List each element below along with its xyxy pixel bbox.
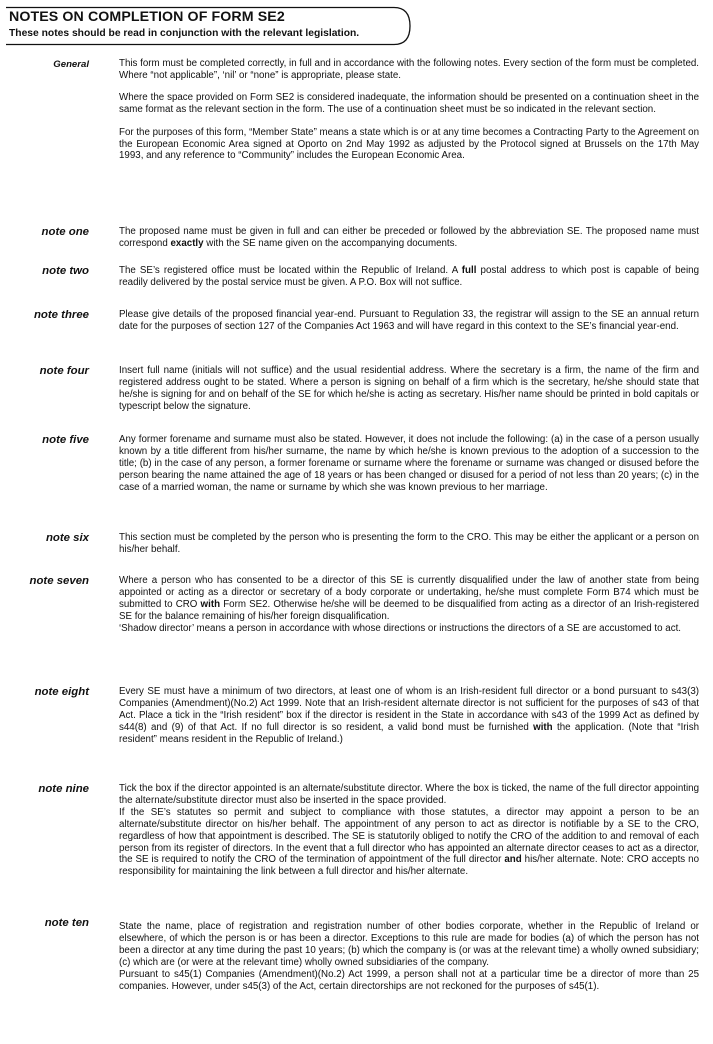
note-body xyxy=(119,365,699,413)
note-label: note eight xyxy=(34,686,89,698)
note-text: Where a person who has consented to be a director of this SE is currently disqualified under the law of another state from being appointed or acting as a director or secretary of a body corporate or undertaking, he/she must complete Form B74 which must be submitted to CRO xyxy=(119,575,699,610)
note-body xyxy=(119,265,699,289)
note-label: note nine xyxy=(38,783,89,795)
note-body xyxy=(119,532,699,556)
note-paragraph: Insert full name (initials will not suffice) and the usual residential address. Where the secretary is a firm, the name of the firm and registered address ought to be stated. Where a person is signing on behalf of a firm which is the secretary, he/she should state that he/she is signing for and on behalf of the SE for which he/she is acting as secretary. His/her name should be printed in bold capitals or typescript below the signature. xyxy=(119,365,699,412)
note-body xyxy=(119,921,699,992)
note-text: Form SE2. Otherwise he/she will be deemed to be disqualified from acting as a director of an Irish-registered SE for the balance remaining of his/her foreign disqualification. xyxy=(119,598,700,622)
note-label: note ten xyxy=(44,917,89,929)
note-label: note six xyxy=(45,532,89,544)
note-paragraph xyxy=(119,575,699,623)
note-text: with the SE name given on the accompanying documents. xyxy=(203,237,458,249)
note-label: General xyxy=(53,59,89,70)
note-text: The proposed name must be given in full and can either be preceded or followed by the abbreviation SE. The proposed name must correspond xyxy=(119,226,699,249)
note-label: note five xyxy=(42,434,89,446)
note-body xyxy=(119,686,699,746)
note-body xyxy=(119,309,699,333)
note-text: postal address to which post is capable of being readily delivered by the postal service must be given. A P.O. Box will not suffice. xyxy=(119,265,699,288)
note-paragraph: Where the space provided on Form SE2 is considered inadequate, the information should be presented on a continuation sheet in the same format as the relevant section in the form. The use of a continuation sheet must be so indicated in the relevant section. xyxy=(119,92,699,116)
note-text: The SE’s registered office must be located within the Republic of Ireland. A xyxy=(119,265,462,276)
note-body xyxy=(119,434,699,494)
note-body xyxy=(119,575,699,635)
note-paragraph: Pursuant to s45(1) Companies (Amendment)(No.2) Act 1999, a person shall not at a particular time be a director of more than 25 companies. However, under s45(3) of the Act, certain directorships are not reckoned for the purposes of s45(1). xyxy=(119,968,699,992)
note-text: his/her alternate. Note: CRO accepts no responsibility for maintaining the link between a full director and his/her alternate. xyxy=(119,854,699,878)
note-label: note seven xyxy=(29,575,89,587)
note-label: note two xyxy=(42,265,89,277)
note-paragraph xyxy=(119,226,699,250)
note-paragraph: This section must be completed by the person who is presenting the form to the CRO. This may be either the applicant or a person on his/her behalf. xyxy=(119,532,699,555)
note-emphasis: with xyxy=(533,721,553,733)
note-paragraph: This form must be completed correctly, in full and in accordance with the following notes. Every section of the form must be completed. Where “not applicable”, ‘nil’ or “none” is appropriate, please state. xyxy=(119,58,699,81)
note-paragraph: Please give details of the proposed financial year-end. Pursuant to Regulation 33, the registrar will assign to the SE an annual return date for the purposes of section 127 of the Companies Act 1963 and will have regard in this context to the SE’s financial year-end. xyxy=(119,309,699,332)
note-paragraph: Tick the box if the director appointed is an alternate/substitute director. Where the box is ticked, the name of the full director appointing the alternate/substitute director must also be inserted in the space provided. xyxy=(119,783,699,806)
note-paragraph xyxy=(119,265,699,289)
note-label: note three xyxy=(33,309,89,321)
note-body xyxy=(119,226,699,250)
note-emphasis: with xyxy=(200,598,221,610)
note-paragraph: State the name, place of registration and registration number of other bodies corporate, whether in the Republic of Ireland or elsewhere, of which the person is or has been a director. Exceptions to this rule are made for bodies (a) of which the person has not been a director at any time during the past 10 years; (b) which the company is (or was at the relevant time) a wholly owned subsidiary; (c) which are (or were at the relevant time) wholly owned subsidiaries of the company. xyxy=(119,921,699,968)
note-text: If the SE’s statutes so permit and subject to compliance with those statutes, a director may appoint a person to be an alternate/substitute director on his/her behalf. The appointment of any person to act as director is notifiable by a SE to the CRO, regardless of how that appointment is described. The SE is statutorily obliged to notify the CRO of the addition to and removal of each person from its register of directors. In the event that a full director who has appointed an alternate director ceases to act as a director, the SE is required to notify the CRO of the termination of appointment of the full director xyxy=(119,806,699,866)
note-label: note one xyxy=(41,226,89,238)
note-emphasis: exactly xyxy=(170,237,204,249)
note-paragraph xyxy=(119,807,699,878)
note-paragraph: ‘Shadow director’ means a person in accordance with whose directions or instructions the directors of a SE are accustomed to act. xyxy=(119,622,681,634)
note-paragraph: Any former forename and surname must also be stated. However, it does not include the following: (a) in the case of a person usually known by a title different from his/her surname, the name by which he/she is known previous to the adoption of a succession to the title; (b) in the case of any person, a former forename or surname where the forename or surname was changed or disused before the person bearing the name attained the age of 18 years or has been changed or disused for a period of not less than 20 years; (c) in the case of a married woman, the name or surname by which she was known previous to her marriage. xyxy=(119,434,699,493)
note-body xyxy=(119,783,699,878)
page-title: NOTES ON COMPLETION OF FORM SE2 xyxy=(9,9,285,25)
note-emphasis: full xyxy=(461,265,477,276)
note-paragraph: For the purposes of this form, “Member State” means a state which is or at any time becomes a Contracting Party to the Agreement on the European Economic Area signed at Oporto on 2nd May 1992 as adjusted by the Protocol signed at Brussels on the 17th May 1993, and any reference to “Community” includes the European Economic Area. xyxy=(119,126,699,162)
note-paragraph xyxy=(119,686,699,746)
page-subtitle: These notes should be read in conjunction with the relevant legislation. xyxy=(9,28,360,39)
note-body xyxy=(119,58,699,162)
note-emphasis: and xyxy=(504,854,522,866)
note-text: the application. (Note that “Irish resident” means resident in the Republic of Ireland.) xyxy=(119,721,699,745)
note-text: Every SE must have a minimum of two directors, at least one of whom is an Irish-resident full director or a bond pursuant to s43(3) Companies (Amendment)(No.2) Act 1999. Note that an Irish-resident alternate director is not sufficient for the purposes of s43 of that Act. Place a tick in the “Irish resident” box if the director is resident in the State in accordance with s43 of the 1999 Act as defined by s44(8) and (9) of that Act. If no full director is so resident, a valid bond must be furnished xyxy=(119,686,699,733)
note-label: note four xyxy=(39,365,89,377)
